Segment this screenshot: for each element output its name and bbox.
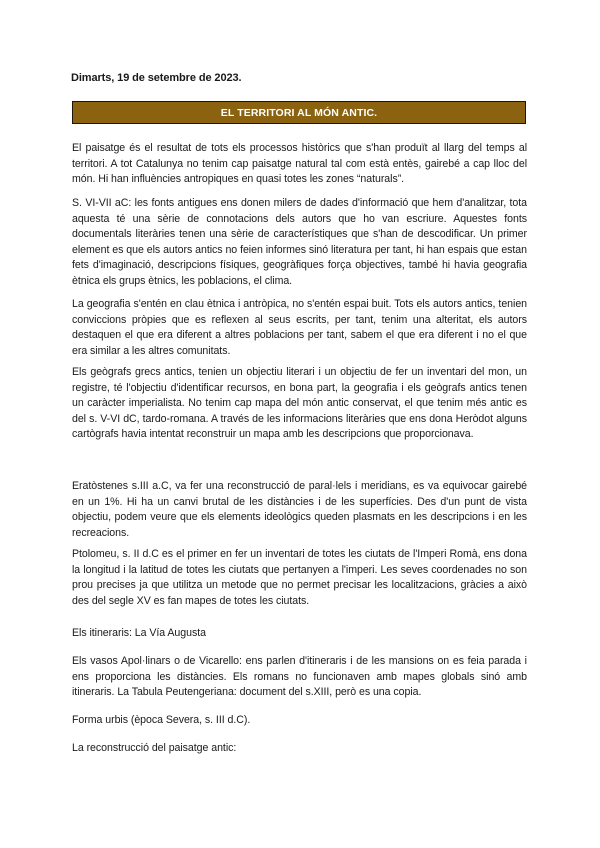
title-banner	[72, 101, 526, 124]
paragraph-landscape-reconstruction: La reconstrucció del paisatge antic:	[72, 742, 237, 754]
paragraph-ptolemy: Ptolomeu, s. II d.C es el primer en fer un inventari de totes les ciutats de l'Imperi Romà, ens dona la longitud i la latitud de totes les ciutats que pertanyen a l'imperi. Les seves coordenades no son prou precises ja que utilitza un metode que no permet precisar les localitzacions, gràcies a això des del segle XV es fan mapes de totes les ciutats.	[72, 548, 527, 607]
paragraph-intro: El paisatge és el resultat de tots els processos històrics que s'han produït al llarg del temps al territori. A tot Catalunya no tenim cap paisatge natural tal com està entès, gairebé a cap lloc del món. Hi han influències antropiques en quasi totes les zones “naturals”.	[72, 142, 527, 185]
document-date: Dimarts, 19 de setembre de 2023.	[71, 72, 242, 84]
paragraph-greek-geographers: Els geògrafs grecs antics, tenien un objectiu literari i un objectiu de fer un inventari del mon, un registre, té l'objectiu d'identificar recursos, en bona part, la geografia i els geògrafs antics tenen un caràcter imperialista. No tenim cap mapa del món antic conservat, el que tenim més antic es del s. V-VI dC, tardo-romana. A través de les informacions literàries que ens dona Heròdot alguns cartògrafs havia intentat reconstruir un mapa amb les descripcions que proporcionava.	[72, 366, 527, 440]
paragraph-vicarello-vases: Els vasos Apol·linars o de Vicarello: ens parlen d'itineraris i de les mansions on es feia parada i ens proporciona les distàncies. Els romans no funcionaven amb mapes globals sinó amb itineraris. La Tabula Peutengeriana: document del s.XIII, però es una copia.	[72, 655, 527, 698]
paragraph-forma-urbis: Forma urbis (època Severa, s. III d.C).	[72, 714, 251, 726]
paragraph-ancient-sources: S. VI-VII aC: les fonts antigues ens donen milers de dades d'informació que hem d'analitzar, tota aquesta té una sèrie de connotacions dels autors que ho van escriure. Aquestes fonts documentals literàries tenen una sèrie de característiques que s'han de descodificar. Un primer element es que els autors antics no feien informes sinó literatura per tant, hi han espais que estan fets d'imaginació, descripcions físiques, geogràfiques força objectives, també hi havia geografia ètnica els grups ètnics, les poblacions, el clima.	[72, 197, 527, 287]
paragraph-eratosthenes: Eratòstenes s.III a.C, va fer una reconstrucció de paral·lels i meridians, es va equivocar gairebé en un 1%. Hi ha un canvi brutal de les distàncies i de les superfícies. Des d'un punt de vista objectiu, podem veure que els elements ideològics queden plasmats en les descripcions i en les recreacions.	[72, 480, 527, 539]
document-title: EL TERRITORI AL MÓN ANTIC.	[220, 106, 378, 119]
paragraph-itineraries-heading: Els itineraris: La Vía Augusta	[72, 627, 206, 639]
paragraph-ethnic-geography: La geografia s'entén en clau ètnica i antròpica, no s'entén espai buit. Tots els autors antics, tenien conviccions pròpies que es reflexen al seus escrits, per tant, tenim una alteritat, els autors destaquen el que era diferent a altres poblacions per tant, sabem el que era diferent i no el que era similar a les altres comunitats.	[72, 298, 527, 357]
